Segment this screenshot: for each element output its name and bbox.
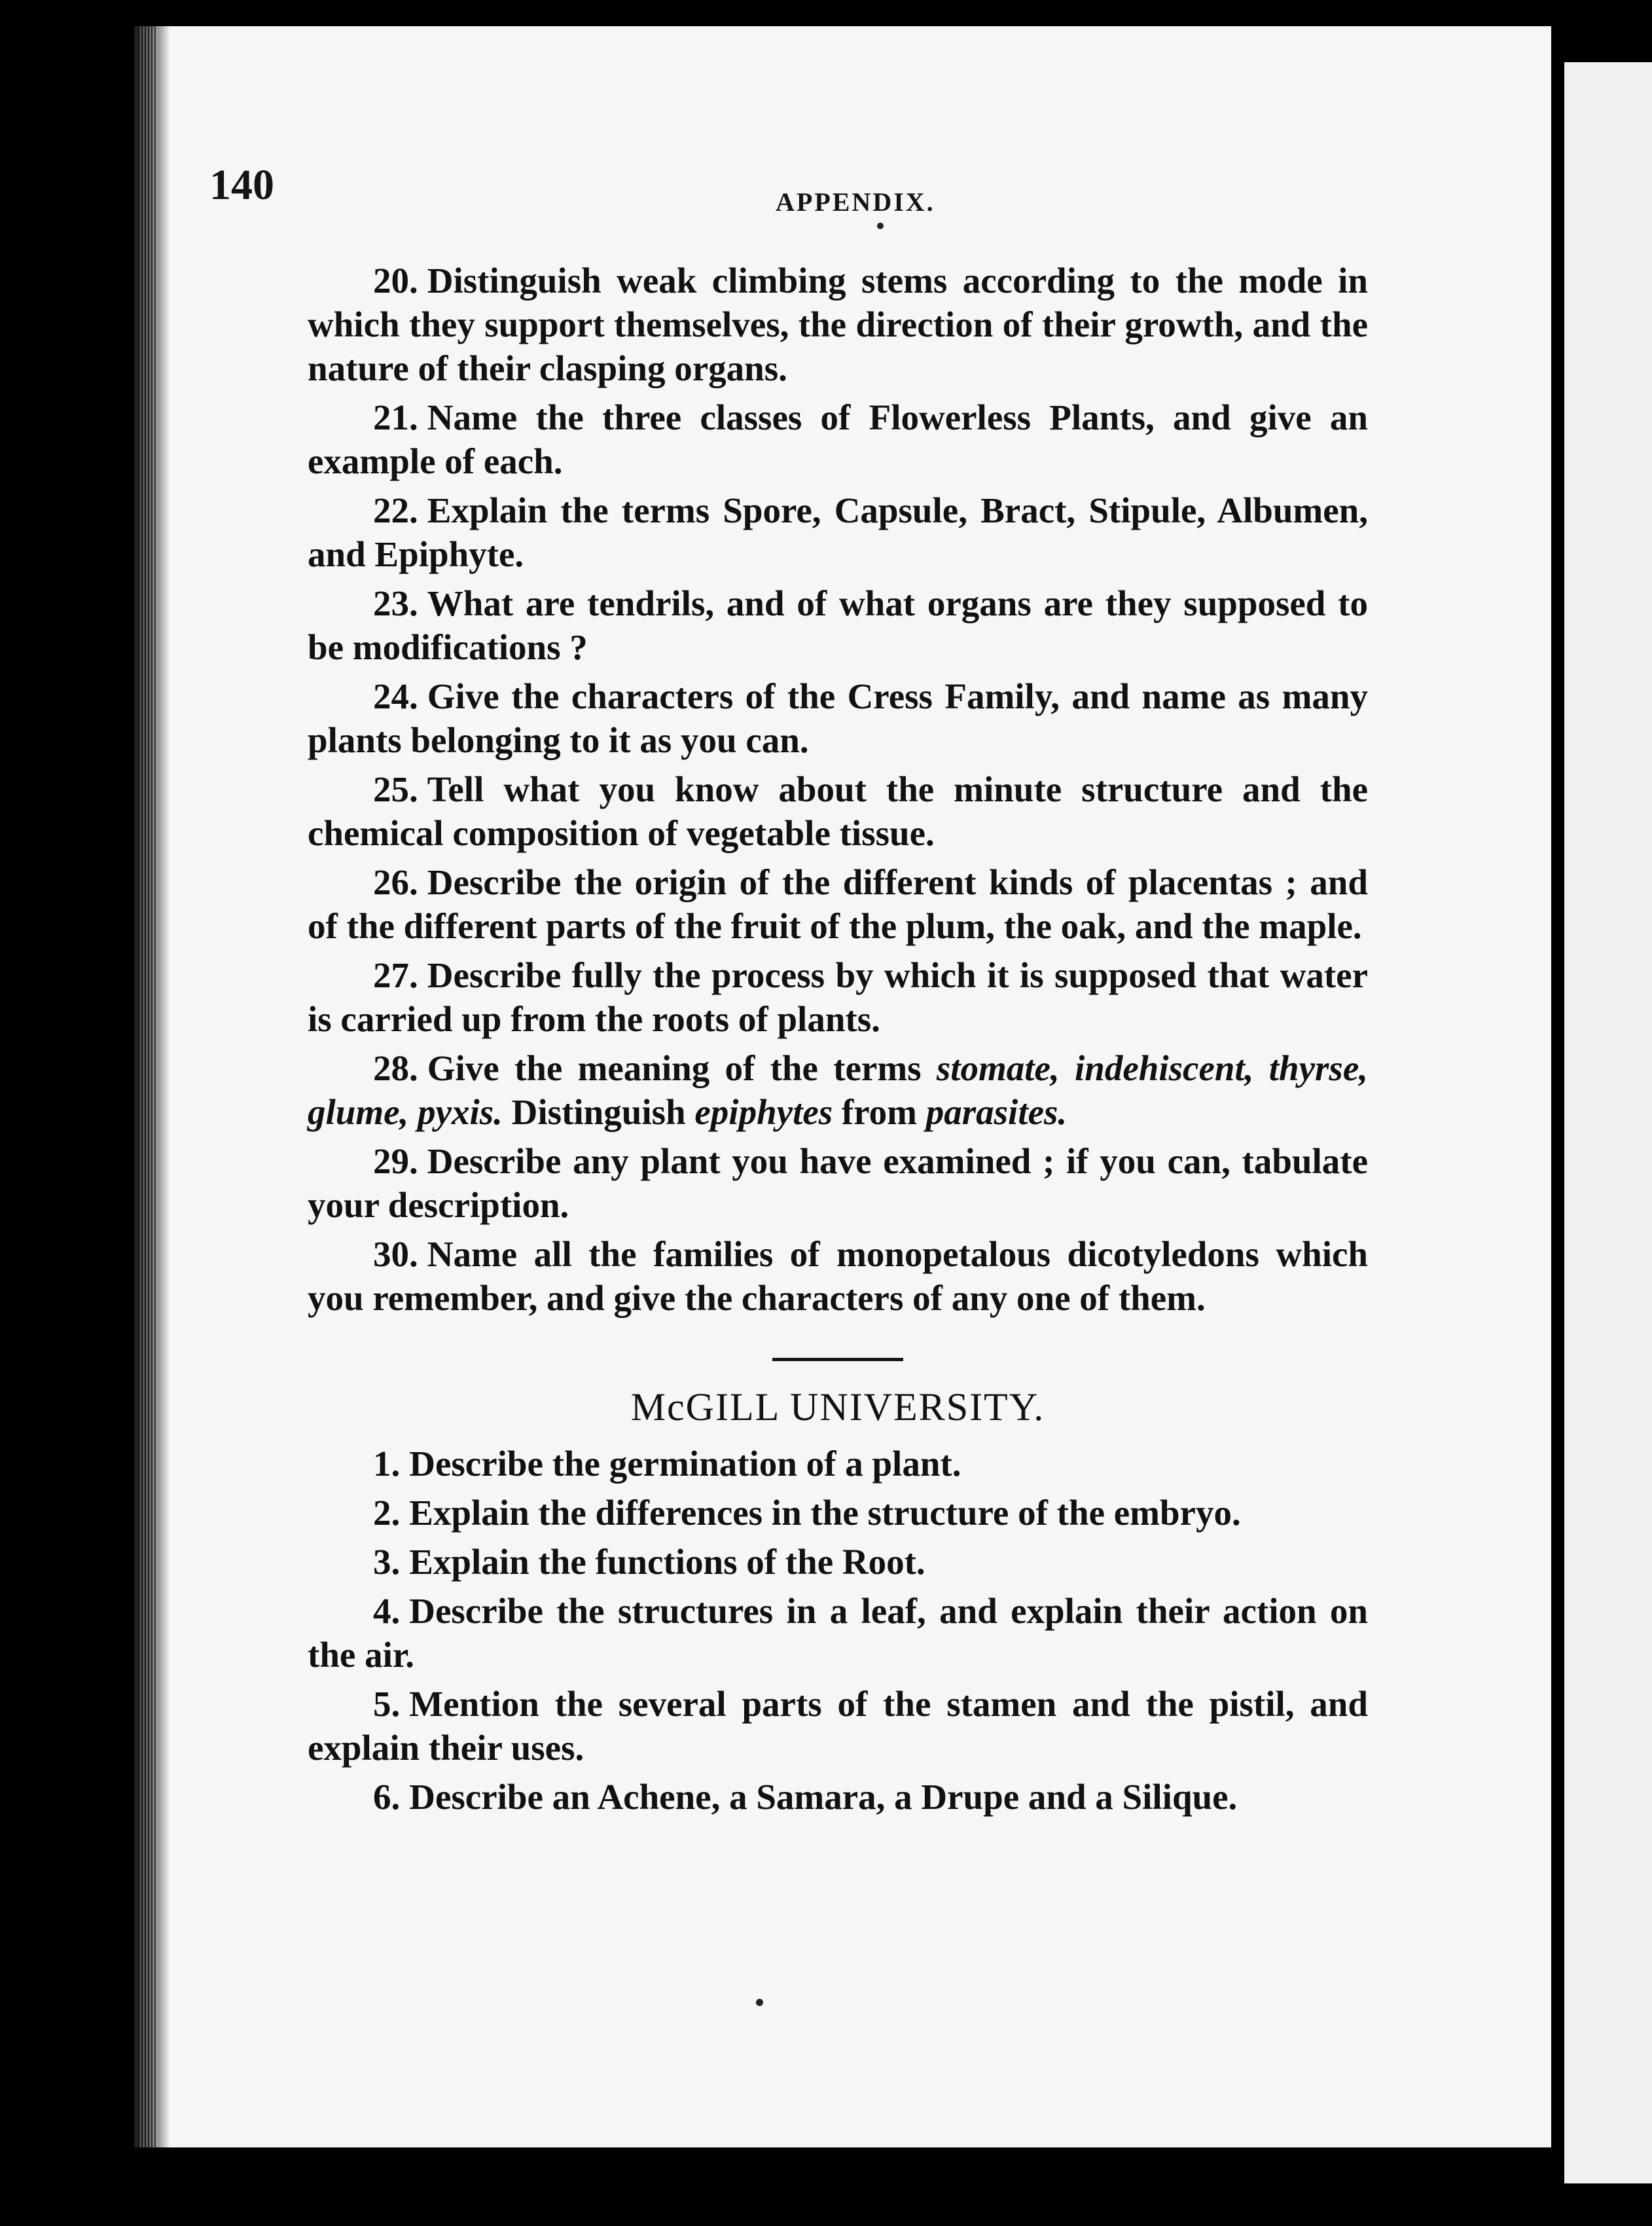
question-text-cont: from — [841, 1092, 917, 1132]
question-21 — [308, 395, 1368, 483]
question-23 — [308, 581, 1368, 669]
question-number: 21. — [373, 397, 418, 437]
header-dot-mark — [877, 223, 884, 229]
question-20 — [308, 259, 1368, 390]
question-24 — [308, 674, 1368, 762]
question-22 — [308, 488, 1368, 576]
question-text: Name all the families of monopetalous dicotyledons which you remember, and give the characters of any one of them. — [308, 1234, 1368, 1318]
facing-page-edge — [1564, 62, 1652, 2183]
question-30 — [308, 1232, 1368, 1320]
question-number: 30. — [373, 1234, 418, 1274]
question-number: 24. — [373, 676, 418, 716]
question-text: Describe the structures in a leaf, and explain their action on the air. — [308, 1591, 1368, 1675]
question-number: 26. — [373, 862, 418, 902]
question-text: Describe fully the process by which it is supposed that water is carried up from the roots of plants. — [308, 955, 1368, 1039]
question-text: Give the meaning of the terms — [427, 1048, 922, 1088]
bottom-dot-mark — [756, 1999, 763, 2006]
question-text: Explain the terms Spore, Capsule, Bract, Stipule, Albumen, and Epiphyte. — [308, 490, 1368, 574]
question-text: Explain the differences in the structure of the embryo. — [409, 1493, 1241, 1533]
mcgill-question-6 — [308, 1775, 1368, 1819]
italic-term: epiphytes — [694, 1092, 833, 1132]
page-binding-edge — [134, 26, 170, 2147]
mcgill-question-5 — [308, 1682, 1368, 1770]
question-text: What are tendrils, and of what organs are they supposed to be modifications ? — [308, 583, 1368, 667]
section-divider — [772, 1358, 903, 1361]
question-number: 25. — [373, 769, 418, 809]
mcgill-question-2 — [308, 1491, 1368, 1535]
page-content — [308, 259, 1368, 1824]
question-number: 20. — [373, 261, 418, 301]
question-number: 3. — [373, 1542, 401, 1582]
mcgill-question-3 — [308, 1540, 1368, 1584]
question-number: 1. — [373, 1444, 401, 1484]
section-title: McGILL UNIVERSITY. — [630, 1385, 1045, 1429]
question-number: 5. — [373, 1684, 401, 1724]
question-number: 28. — [373, 1048, 418, 1088]
question-number: 4. — [373, 1591, 401, 1631]
question-27 — [308, 953, 1368, 1041]
question-text: Describe the germination of a plant. — [409, 1444, 961, 1484]
question-text: Tell what you know about the minute structure and the chemical composition of vegetable tissue. — [308, 769, 1368, 853]
question-text: Give the characters of the Cress Family, and name as many plants belonging to it as you can. — [308, 676, 1368, 760]
question-28 — [308, 1046, 1368, 1134]
question-text: Describe an Achene, a Samara, a Drupe and a Silique. — [409, 1777, 1238, 1817]
question-number: 22. — [373, 490, 418, 530]
question-text: Distinguish weak climbing stems according to the mode in which they support themselves, the direction of their growth, and the nature of their clasping organs. — [308, 261, 1368, 388]
question-number: 6. — [373, 1777, 401, 1817]
question-text: Describe the origin of the different kinds of placentas ; and of the different parts of the fruit of the plum, the oak, and the maple. — [308, 862, 1368, 946]
page-number: 140 — [209, 161, 274, 209]
question-number: 2. — [373, 1493, 401, 1533]
page-header: APPENDIX. — [776, 187, 935, 217]
question-text: Describe any plant you have examined ; if you can, tabulate your description. — [308, 1141, 1368, 1225]
question-number: 29. — [373, 1141, 418, 1181]
question-29 — [308, 1139, 1368, 1227]
question-text: Name the three classes of Flowerless Plants, and give an example of each. — [308, 397, 1368, 481]
mcgill-question-4 — [308, 1589, 1368, 1677]
italic-term: parasites. — [925, 1092, 1068, 1132]
question-number: 23. — [373, 583, 418, 623]
page-edge-lines — [138, 26, 158, 2147]
running-head — [209, 160, 1348, 226]
question-text: Explain the functions of the Root. — [409, 1542, 925, 1582]
question-text-cont: Distinguish — [511, 1092, 686, 1132]
question-26 — [308, 860, 1368, 948]
question-text: Mention the several parts of the stamen and the pistil, and explain their uses. — [308, 1684, 1368, 1768]
mcgill-question-1 — [308, 1442, 1368, 1486]
question-25 — [308, 767, 1368, 855]
italic-terms: stomate, indehiscent, thyrse, glume, pyxis. — [308, 1048, 1368, 1132]
question-number: 27. — [373, 955, 418, 995]
